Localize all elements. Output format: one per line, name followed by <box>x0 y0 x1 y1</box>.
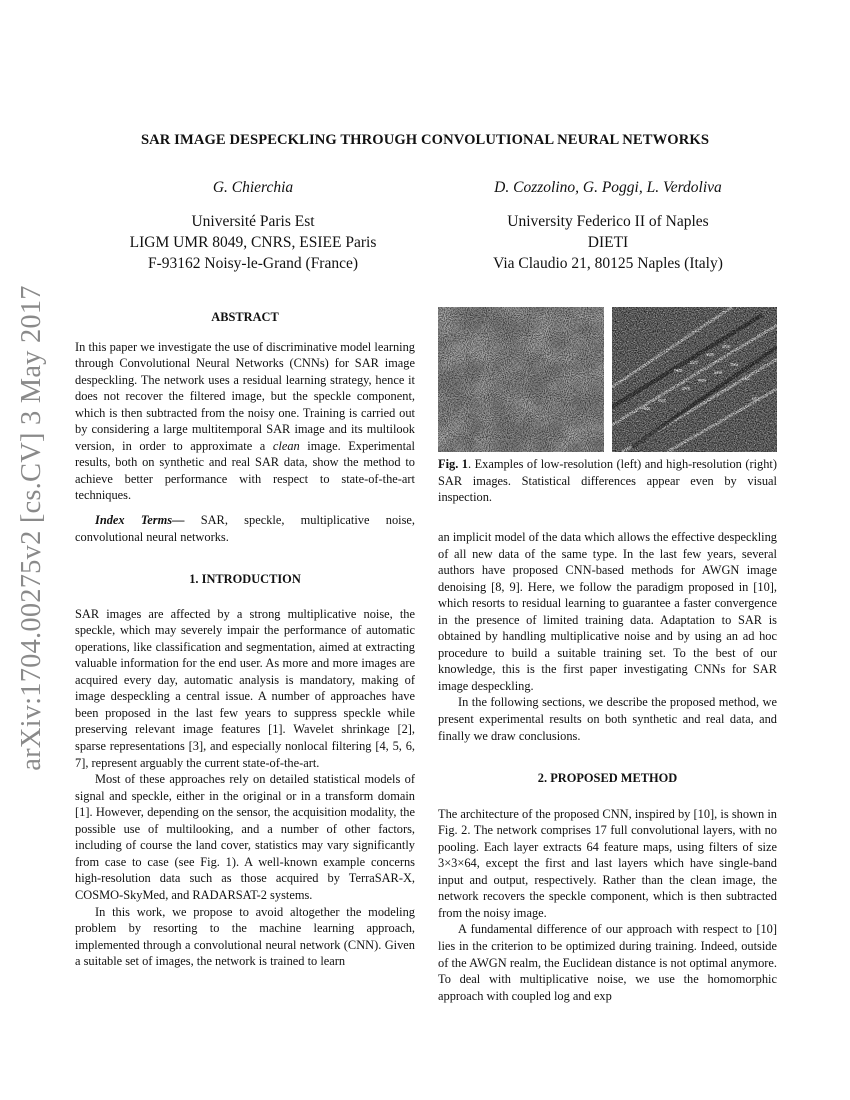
paper-title: SAR IMAGE DESPECKLING THROUGH CONVOLUTIONAL NEURAL NETWORKS <box>140 132 710 148</box>
sar-image-low-resolution-graphic <box>438 307 604 452</box>
sar-image-high-resolution-graphic <box>612 307 777 452</box>
left-column <box>75 309 415 970</box>
right-column <box>438 529 777 1004</box>
arxiv-stamp-text: arXiv:1704.00275v2 [cs.CV] 3 May 2017 <box>16 284 47 771</box>
figure-1-caption <box>438 456 777 506</box>
affiliation-line: F-93162 Noisy-le-Grand (France) <box>147 255 359 272</box>
index-terms <box>75 512 415 545</box>
author-name: D. Cozzolino, G. Poggi, L. Verdoliva <box>494 179 722 196</box>
sar-image-high-resolution <box>612 307 777 452</box>
section-heading-proposed-method: 2. PROPOSED METHOD <box>537 771 678 786</box>
author-name: G. Chierchia <box>212 179 294 196</box>
affiliation-line: Université Paris Est <box>191 213 315 230</box>
paragraph: A fundamental difference of our approach with respect to [10] lies in the criterion to be optimized during training. Indeed, outside of the AWGN realm, the Euclidean distance is not optimal anymore. To deal with multiplicative noise, we use the homomorphic approach with coupled log and exp <box>438 922 777 1003</box>
paragraph: In this work, we propose to avoid altogether the modeling problem by resorting to the machine learning approach, implemented through a convolutional neural network (CNN). Given a suitable set of images, the network is trained to learn <box>75 904 415 969</box>
arxiv-stamp <box>8 284 56 771</box>
paragraph: In the following sections, we describe the proposed method, we present experimental results on both synthetic and real data, and finally we draw conclusions. <box>438 695 777 743</box>
abstract-text-part: In this paper we investigate the use of discriminative model learning through Convolutional Neural Networks (CNNs) for SAR image despeckling. The network uses a residual learning strategy, hence it does not recover the filtered image, but the speckle component, which is then subtracted from the noisy one. Training is carried out by considering a large multitemporal SAR image and its multilook version, in order to approximate a <box>75 339 415 453</box>
figure-1-caption-text: . Examples of low-resolution (left) and high-resolution (right) SAR images. Statistical differences appear even by visual inspection. <box>438 457 777 504</box>
affiliation-line: DIETI <box>587 234 629 251</box>
affiliation-line: University Federico II of Naples <box>507 213 709 230</box>
author-block-right <box>458 177 758 274</box>
affiliation-line: LIGM UMR 8049, CNRS, ESIEE Paris <box>129 234 377 251</box>
abstract-text-part: image. Experimental results, both on synthetic and real SAR data, show the method to achieve better performance with respect to state-of-the-art techniques. <box>75 438 415 503</box>
figure-1-label: Fig. 1 <box>438 457 468 471</box>
abstract-heading: ABSTRACT <box>211 310 279 324</box>
index-terms-label: Index Terms— <box>95 513 185 528</box>
section-heading-introduction: 1. INTRODUCTION <box>189 572 301 587</box>
author-block-left <box>98 177 408 274</box>
affiliation-line: Via Claudio 21, 80125 Naples (Italy) <box>493 255 723 272</box>
sar-image-low-resolution <box>438 307 604 452</box>
paragraph: an implicit model of the data which allows the effective despeckling of all new data of the same type. In the last few years, several authors have proposed CNN-based methods for AWGN image denoising [8, 9]. Here, we follow the paradigm proposed in [10], which resorts to residual learning to guarantee a faster convergence in the presence of limited training data. Adaptation to SAR is obtained by handling multiplicative noise and by using an ad hoc procedure to build a suitable training set. To the best of our knowledge, this is the first paper investigating CNNs for SAR image despeckling. <box>438 530 777 693</box>
paragraph: SAR images are affected by a strong multiplicative noise, the speckle, which may severely impair the performance of automatic operations, like classification and segmentation, aimed at extracting valuable information for the end user. As more and more images are acquired every day, automatic analysis is mandatory, making of image despeckling a central issue. A number of approaches have been proposed in the last few years to suppress speckle while preserving relevant image features [1]. Wavelet shrinkage [2], sparse representations [3], and especially nonlocal filtering [4, 5, 6, 7], represent arguably the current state-of-the-art. <box>75 606 415 770</box>
abstract-text <box>75 339 415 504</box>
paragraph: The architecture of the proposed CNN, inspired by [10], is shown in Fig. 2. The network comprises 17 full convolutional layers, with no pooling. Each layer extracts 64 feature maps, using filters of size 3×3×64, except the first and last layers which have single-band input and output, respectively. Rather than the clean image, the network recovers the speckle component, which is then subtracted from the noisy image. <box>438 806 777 920</box>
abstract-emphasis: clean <box>272 438 300 453</box>
paragraph: Most of these approaches rely on detailed statistical models of signal and speckle, either in the original or in a transform domain [1]. However, depending on the sensor, the acquisition modality, the possible use of multilooking, and a number of other factors, including of course the land cover, statistics may vary significantly from case to case (see Fig. 1). A well-known example concerns high-resolution data such as those acquired by TerraSAR-X, COSMO-SkyMed, and RADARSAT-2 systems. <box>75 772 415 902</box>
index-terms-text: SAR, speckle, multiplicative noise, convolutional neural networks. <box>75 513 415 544</box>
